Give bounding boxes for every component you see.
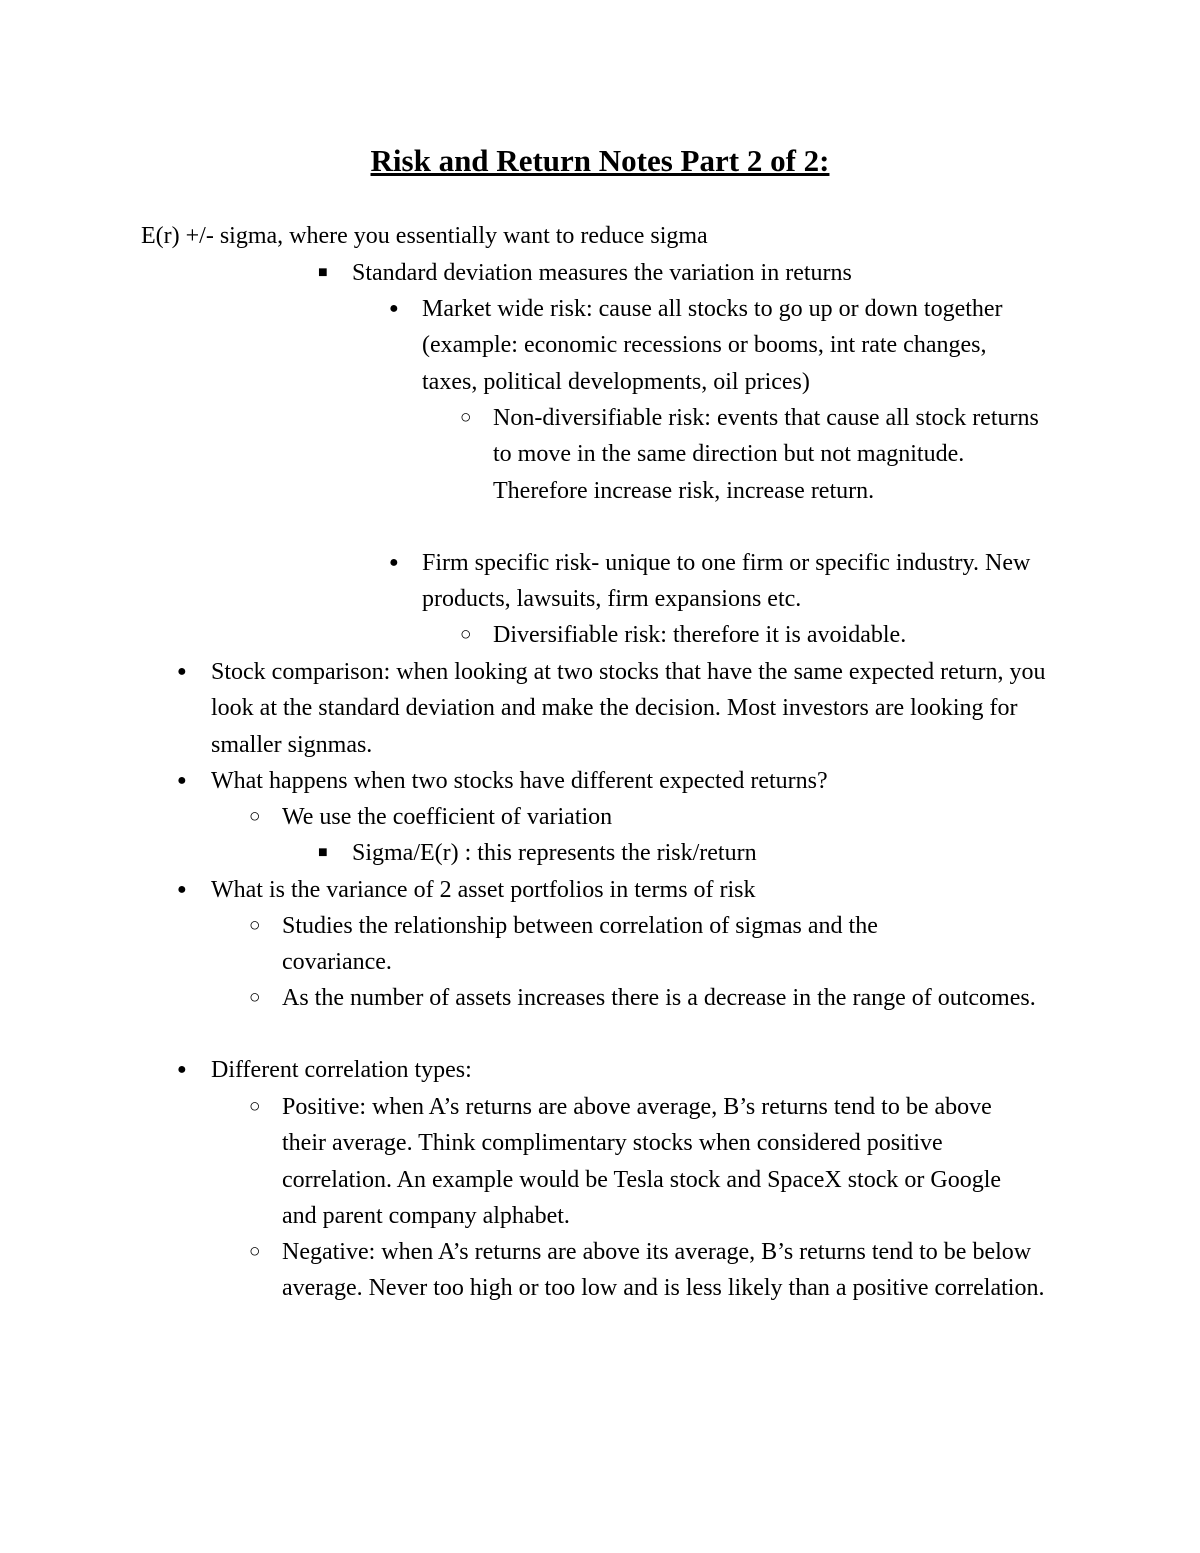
disc-bullet-icon: ● (177, 881, 187, 898)
list-item-text: Sigma/E(r) : this represents the risk/return (352, 840, 757, 866)
list-item-text: What is the variance of 2 asset portfolios in terms of risk (211, 877, 756, 903)
list-item-text: Non-diversifiable risk: events that cause all stock returns to move in the same direction but not magnitude. Therefore increase risk, increase return. (493, 405, 1039, 504)
list-item-text: Diversifiable risk: therefore it is avoidable. (493, 622, 907, 648)
list-item (249, 1089, 1037, 1235)
list-item-text: Stock comparison: when looking at two stocks that have the same expected return, you look at the standard deviation and make the decision. Most investors are looking for smaller signmas. (211, 659, 1046, 758)
disc-bullet-icon: ● (177, 663, 187, 680)
circle-bullet-icon: ○ (249, 806, 261, 827)
list-item-text: We use the coefficient of variation (282, 804, 613, 830)
list-item (460, 400, 1045, 509)
disc-bullet-icon: ● (389, 554, 399, 571)
intro-line: E(r) +/- sigma, where you essentially want to reduce sigma (141, 223, 708, 249)
list-item (460, 617, 1045, 653)
list-item (389, 291, 1044, 400)
list-item-text: As the number of assets increases there is a decrease in the range of outcomes. (282, 985, 1036, 1011)
list-item (177, 1052, 1047, 1088)
disc-bullet-icon: ● (177, 1061, 187, 1078)
list-item (249, 1234, 1048, 1307)
list-item (389, 545, 1044, 618)
disc-bullet-icon: ● (389, 300, 399, 317)
square-bullet-icon: ■ (318, 844, 328, 861)
list-item-text: Negative: when A’s returns are above its average, B’s returns tend to be below average. Never too high or too low and is less likely than a positive correlation. (282, 1239, 1045, 1302)
list-item (318, 255, 1072, 291)
list-item (318, 835, 1052, 871)
list-item (177, 872, 1047, 908)
circle-bullet-icon: ○ (249, 987, 261, 1008)
list-item-text: What happens when two stocks have different expected returns? (211, 768, 828, 794)
list-item-text: Different correlation types: (211, 1057, 472, 1083)
list-item-text: Standard deviation measures the variation in returns (352, 260, 852, 286)
list-item-text: Studies the relationship between correlation of sigmas and the covariance. (282, 913, 878, 976)
list-item-text: Market wide risk: cause all stocks to go up or down together (example: economic recessions or booms, int rate changes, taxes, political developments, oil prices) (422, 296, 1003, 395)
list-item-text: Positive: when A’s returns are above average, B’s returns tend to be above their average. Think complimentary stocks when considered positive correlation. An example would be Tesla stock and SpaceX stock or Google and parent company alphabet. (282, 1094, 1002, 1230)
list-item (177, 763, 1047, 799)
page-title: Risk and Return Notes Part 2 of 2: (370, 143, 830, 178)
circle-bullet-icon: ○ (249, 1241, 261, 1262)
list-item-text: Firm specific risk- unique to one firm or specific industry. New products, lawsuits, firm expansions etc. (422, 550, 1031, 613)
circle-bullet-icon: ○ (460, 407, 472, 428)
disc-bullet-icon: ● (177, 772, 187, 789)
list-item (249, 980, 1048, 1016)
list-item (249, 908, 992, 981)
circle-bullet-icon: ○ (249, 915, 261, 936)
list-item (249, 799, 1048, 835)
square-bullet-icon: ■ (318, 264, 328, 281)
circle-bullet-icon: ○ (249, 1096, 261, 1117)
list-item (177, 654, 1047, 763)
circle-bullet-icon: ○ (460, 624, 472, 645)
